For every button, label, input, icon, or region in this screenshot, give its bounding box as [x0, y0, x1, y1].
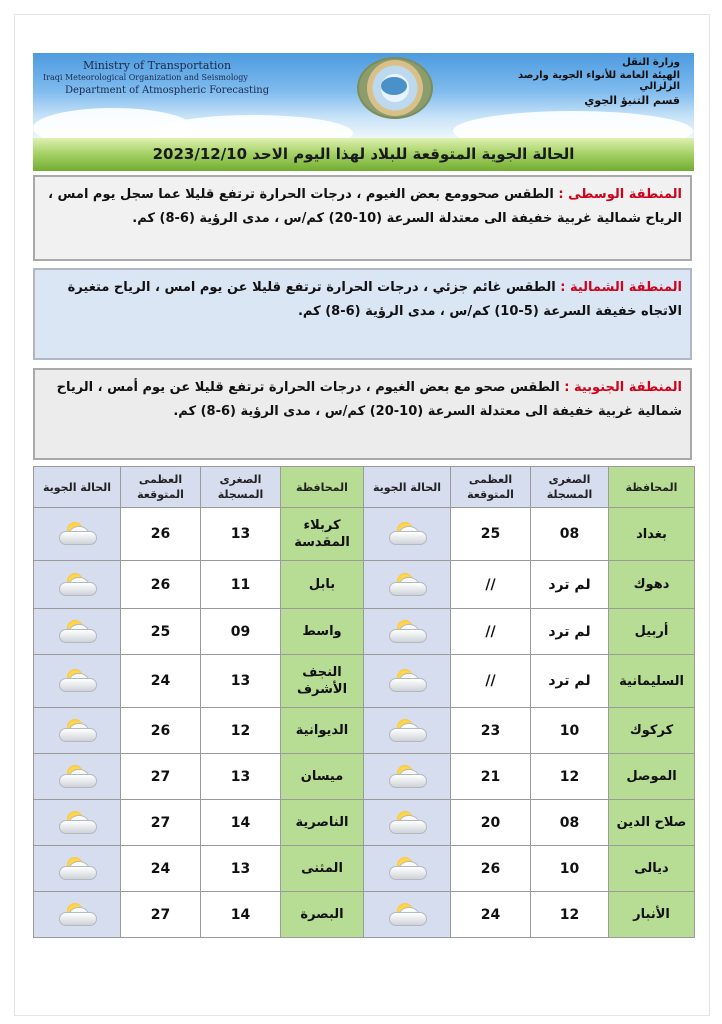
- weather-cell: [364, 609, 451, 655]
- min-temp: 08: [531, 508, 609, 561]
- header-city: المحافظة: [609, 467, 695, 508]
- max-temp: //: [451, 561, 531, 609]
- partly-cloudy-icon: [57, 811, 97, 835]
- weather-cell: [34, 561, 121, 609]
- region-south-text: الطقس صحو مع بعض الغيوم ، درجات الحرارة ترتفع قليلا عن يوم أمس ، الرياح شمالية غربية خفيفة الى معتدلة السرعة (10-20) كم/س ، مدى الرؤية (6-8) كم.: [56, 380, 682, 419]
- min-temp: 13: [201, 754, 281, 800]
- city-name: ديالى: [609, 846, 695, 892]
- max-temp: 26: [121, 708, 201, 754]
- weather-cell: [34, 609, 121, 655]
- organization-logo: [357, 57, 433, 119]
- min-temp: 12: [531, 892, 609, 938]
- header-weather: الحالة الجوية: [364, 467, 451, 508]
- table-row: [34, 655, 695, 708]
- table-row: [34, 800, 695, 846]
- partly-cloudy-icon: [387, 903, 427, 927]
- region-north-name: المنطقة الشمالية :: [560, 280, 682, 295]
- header-banner: [33, 53, 694, 138]
- department-name-ar: قسم التنبؤ الجوي: [584, 94, 680, 107]
- min-temp: 14: [201, 800, 281, 846]
- partly-cloudy-icon: [57, 857, 97, 881]
- weather-cell: [34, 846, 121, 892]
- max-temp: 27: [121, 892, 201, 938]
- min-temp: 14: [201, 892, 281, 938]
- region-central-text: الطقس صحوومع بعض الغيوم ، درجات الحرارة ترتفع قليلا عما سجل يوم امس ، الرياح شمالية غربية خفيفة الى معتدلة السرعة (10-20) كم/س ، مدى الرؤية (6-8) كم.: [48, 187, 682, 226]
- cloud-decoration: [453, 111, 693, 138]
- city-name: السليمانية: [609, 655, 695, 708]
- city-name: الديوانية: [281, 708, 364, 754]
- min-temp: 10: [531, 708, 609, 754]
- min-temp: لم ترد: [531, 655, 609, 708]
- max-temp: 24: [451, 892, 531, 938]
- partly-cloudy-icon: [387, 573, 427, 597]
- table-row: [34, 508, 695, 561]
- table-row: [34, 846, 695, 892]
- weather-cell: [34, 655, 121, 708]
- table-row: [34, 708, 695, 754]
- max-temp: 26: [121, 561, 201, 609]
- city-name: صلاح الدين: [609, 800, 695, 846]
- department-name-en: Department of Atmospheric Forecasting: [65, 85, 270, 96]
- ministry-name-ar: وزارة النقل: [622, 57, 680, 68]
- city-name: المثنى: [281, 846, 364, 892]
- city-name: بغداد: [609, 508, 695, 561]
- logo-emblem: [381, 77, 407, 95]
- city-name: بابل: [281, 561, 364, 609]
- partly-cloudy-icon: [387, 620, 427, 644]
- table-row: [34, 754, 695, 800]
- weather-cell: [364, 892, 451, 938]
- partly-cloudy-icon: [57, 620, 97, 644]
- partly-cloudy-icon: [387, 669, 427, 693]
- header-city: المحافظة: [281, 467, 364, 508]
- weather-cell: [34, 708, 121, 754]
- region-north-text: الطقس غائم جزئي ، درجات الحرارة ترتفع قليلا عن يوم امس ، الرياح متغيرة الاتجاه خفيفة السرعة (5-10) كم/س ، مدى الرؤية (6-8) كم.: [67, 280, 682, 319]
- title-bar: [33, 138, 694, 171]
- weather-cell: [34, 754, 121, 800]
- weather-cell: [364, 708, 451, 754]
- organization-name-ar: الهيئة العامة للأنواء الجوية وارصد الزلزالي: [517, 70, 680, 92]
- partly-cloudy-icon: [387, 765, 427, 789]
- region-central-name: المنطقة الوسطى :: [558, 187, 682, 202]
- min-temp: 08: [531, 800, 609, 846]
- max-temp: 26: [121, 508, 201, 561]
- weather-cell: [34, 892, 121, 938]
- weather-cell: [364, 561, 451, 609]
- table-header-row: [34, 467, 695, 508]
- table-row: [34, 609, 695, 655]
- city-name: كركوك: [609, 708, 695, 754]
- page-title: الحالة الجوية المتوقعة للبلاد لهذا اليوم الاحد 2023/12/10: [152, 145, 575, 163]
- city-name: كربلاء المقدسة: [281, 508, 364, 561]
- header-arabic: [490, 57, 680, 107]
- weather-cell: [34, 508, 121, 561]
- header-english: [43, 59, 283, 96]
- city-name: الناصرية: [281, 800, 364, 846]
- max-temp: 26: [451, 846, 531, 892]
- organization-name-en: Iraqi Meteorological Organization and Seismology: [43, 73, 248, 82]
- header-max: العظمى المتوقعة: [451, 467, 531, 508]
- partly-cloudy-icon: [387, 857, 427, 881]
- partly-cloudy-icon: [57, 669, 97, 693]
- min-temp: 09: [201, 609, 281, 655]
- header-min: الصغرى المسجلة: [531, 467, 609, 508]
- city-name: ميسان: [281, 754, 364, 800]
- table-row: [34, 561, 695, 609]
- header-max: العظمى المتوقعة: [121, 467, 201, 508]
- city-name: أربيل: [609, 609, 695, 655]
- max-temp: 25: [121, 609, 201, 655]
- weather-cell: [364, 508, 451, 561]
- partly-cloudy-icon: [57, 903, 97, 927]
- partly-cloudy-icon: [387, 522, 427, 546]
- max-temp: 21: [451, 754, 531, 800]
- header-weather: الحالة الجوية: [34, 467, 121, 508]
- max-temp: 24: [121, 846, 201, 892]
- forecast-table: [33, 466, 695, 938]
- region-north-box: [33, 268, 692, 360]
- max-temp: 20: [451, 800, 531, 846]
- min-temp: 11: [201, 561, 281, 609]
- weather-cell: [364, 846, 451, 892]
- city-name: البصرة: [281, 892, 364, 938]
- max-temp: //: [451, 609, 531, 655]
- max-temp: 25: [451, 508, 531, 561]
- max-temp: 23: [451, 708, 531, 754]
- city-name: الأنبار: [609, 892, 695, 938]
- partly-cloudy-icon: [57, 573, 97, 597]
- region-central-box: [33, 175, 692, 261]
- partly-cloudy-icon: [57, 719, 97, 743]
- city-name: دهوك: [609, 561, 695, 609]
- region-south-box: [33, 368, 692, 460]
- min-temp: 12: [531, 754, 609, 800]
- weather-cell: [364, 800, 451, 846]
- weather-cell: [364, 754, 451, 800]
- partly-cloudy-icon: [387, 719, 427, 743]
- weather-cell: [364, 655, 451, 708]
- max-temp: //: [451, 655, 531, 708]
- partly-cloudy-icon: [387, 811, 427, 835]
- city-name: النجف الأشرف: [281, 655, 364, 708]
- min-temp: لم ترد: [531, 561, 609, 609]
- region-south-name: المنطقة الجنوبية :: [564, 380, 682, 395]
- min-temp: 13: [201, 846, 281, 892]
- min-temp: لم ترد: [531, 609, 609, 655]
- city-name: الموصل: [609, 754, 695, 800]
- min-temp: 13: [201, 508, 281, 561]
- max-temp: 24: [121, 655, 201, 708]
- min-temp: 10: [531, 846, 609, 892]
- min-temp: 13: [201, 655, 281, 708]
- weather-cell: [34, 800, 121, 846]
- max-temp: 27: [121, 754, 201, 800]
- city-name: واسط: [281, 609, 364, 655]
- partly-cloudy-icon: [57, 522, 97, 546]
- max-temp: 27: [121, 800, 201, 846]
- partly-cloudy-icon: [57, 765, 97, 789]
- header-min: الصغرى المسجلة: [201, 467, 281, 508]
- ministry-name-en: Ministry of Transportation: [83, 59, 232, 72]
- min-temp: 12: [201, 708, 281, 754]
- table-row: [34, 892, 695, 938]
